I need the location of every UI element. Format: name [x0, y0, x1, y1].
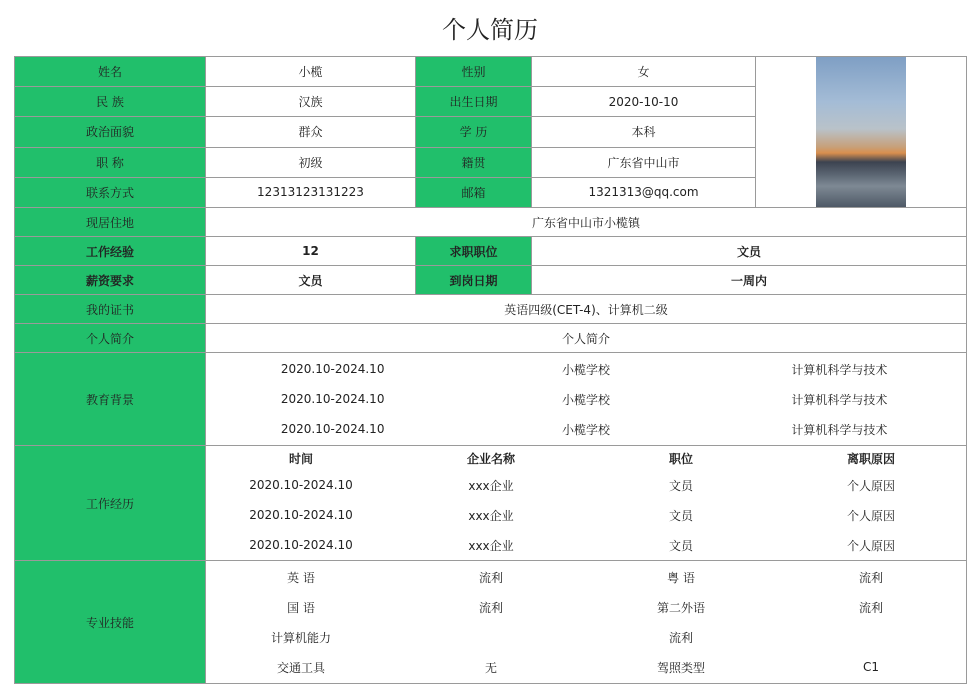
position-label: 求职职位 [416, 237, 532, 266]
arrival-value: 一周内 [532, 266, 967, 295]
contact-value: 12313123131223 [206, 177, 416, 207]
edu-major: 计算机科学与技术 [791, 392, 888, 407]
skill-level [396, 622, 586, 652]
table-row [206, 622, 966, 652]
salary-label: 薪资要求 [15, 266, 206, 295]
education-label: 学 历 [416, 117, 532, 147]
certificates-label: 我的证书 [15, 295, 206, 324]
skill-level [776, 622, 966, 652]
row-intro [15, 324, 967, 353]
certificates-value: 英语四级(CET-4)、计算机二级 [206, 295, 967, 324]
work-reason: 个人原因 [846, 508, 895, 523]
header-reason: 离职原因 [846, 451, 895, 466]
political-value: 群众 [206, 117, 416, 147]
work-company: xxx企业 [468, 538, 514, 553]
edu-period: 2020.10-2024.10 [280, 362, 385, 376]
experience-label: 工作经验 [15, 237, 206, 266]
gender-value: 女 [532, 57, 756, 87]
edu-school: 小榄学校 [561, 422, 610, 437]
education-background-label: 教育背景 [15, 353, 206, 446]
email-label: 邮箱 [416, 177, 532, 207]
skills-content [206, 561, 967, 684]
email-value: 1321313@qq.com [532, 177, 756, 207]
work-period: 2020.10-2024.10 [249, 478, 353, 492]
education-value: 本科 [532, 117, 756, 147]
row-certificates [15, 295, 967, 324]
skill-level: 流利 [858, 600, 883, 615]
salary-value: 文员 [206, 266, 416, 295]
edu-period: 2020.10-2024.10 [280, 422, 385, 436]
address-label: 现居住地 [15, 208, 206, 237]
row-experience [15, 237, 967, 266]
edu-major: 计算机科学与技术 [791, 362, 888, 377]
table-row [206, 592, 966, 622]
skill-level: C1 [862, 660, 879, 674]
work-role: 文员 [668, 508, 693, 523]
work-role: 文员 [668, 538, 693, 553]
row-work-history [15, 446, 967, 561]
table-row [206, 500, 966, 530]
skill-name: 交通工具 [276, 660, 325, 675]
skill-level: 流利 [478, 570, 503, 585]
work-company: xxx企业 [468, 508, 514, 523]
name-value: 小榄 [206, 57, 416, 87]
intro-value: 个人简介 [206, 324, 967, 353]
edu-school: 小榄学校 [561, 362, 610, 377]
skill-name: 英 语 [287, 570, 315, 585]
skill-name: 粤 语 [667, 570, 695, 585]
header-company: 企业名称 [466, 451, 515, 466]
native-value: 广东省中山市 [532, 147, 756, 177]
skill-level: 流利 [858, 570, 883, 585]
native-label: 籍贯 [416, 147, 532, 177]
work-history-header [206, 446, 966, 470]
table-row [206, 470, 966, 500]
list-item [206, 414, 966, 444]
work-reason: 个人原因 [846, 538, 895, 553]
row-address [15, 208, 967, 237]
table-row [206, 562, 966, 592]
ethnicity-label: 民 族 [15, 87, 206, 117]
work-period: 2020.10-2024.10 [249, 538, 353, 552]
row-education-background [15, 353, 967, 446]
skill-level: 无 [484, 660, 497, 675]
row-skills [15, 561, 967, 684]
table-row [206, 652, 966, 682]
skill-level: 流利 [478, 600, 503, 615]
page-title: 个人简历 [442, 16, 538, 44]
work-history-label: 工作经历 [15, 446, 206, 561]
edu-period: 2020.10-2024.10 [280, 392, 385, 406]
birth-label: 出生日期 [416, 87, 532, 117]
name-label: 姓名 [15, 57, 206, 87]
education-background-content [206, 353, 967, 446]
skills-table [206, 562, 966, 682]
skill-name: 驾照类型 [656, 660, 705, 675]
edu-school: 小榄学校 [561, 392, 610, 407]
row-salary [15, 266, 967, 295]
work-reason: 个人原因 [846, 478, 895, 493]
education-list [206, 354, 966, 444]
list-item [206, 384, 966, 414]
ethnicity-value: 汉族 [206, 87, 416, 117]
header-period: 时间 [288, 451, 313, 466]
skill-name: 流利 [668, 630, 693, 645]
work-period: 2020.10-2024.10 [249, 508, 353, 522]
title-value: 初级 [206, 147, 416, 177]
resume-table [14, 56, 967, 684]
work-history-table [206, 446, 966, 560]
birth-value: 2020-10-10 [532, 87, 756, 117]
gender-label: 性别 [416, 57, 532, 87]
skill-name: 计算机能力 [270, 630, 331, 645]
table-row [206, 530, 966, 560]
edu-major: 计算机科学与技术 [791, 422, 888, 437]
address-value: 广东省中山市小榄镇 [206, 208, 967, 237]
title-label: 职 称 [15, 147, 206, 177]
profile-photo [816, 57, 906, 207]
photo-cell [756, 57, 967, 208]
experience-value: 12 [206, 237, 416, 266]
skill-name: 第二外语 [656, 600, 705, 615]
header-role: 职位 [668, 451, 693, 466]
political-label: 政治面貌 [15, 117, 206, 147]
work-history-content [206, 446, 967, 561]
intro-label: 个人简介 [15, 324, 206, 353]
work-role: 文员 [668, 478, 693, 493]
list-item [206, 354, 966, 384]
work-company: xxx企业 [468, 478, 514, 493]
row-name [15, 57, 967, 87]
position-value: 文员 [532, 237, 967, 266]
skill-name: 国 语 [287, 600, 315, 615]
contact-label: 联系方式 [15, 177, 206, 207]
arrival-label: 到岗日期 [416, 266, 532, 295]
skills-label: 专业技能 [15, 561, 206, 684]
